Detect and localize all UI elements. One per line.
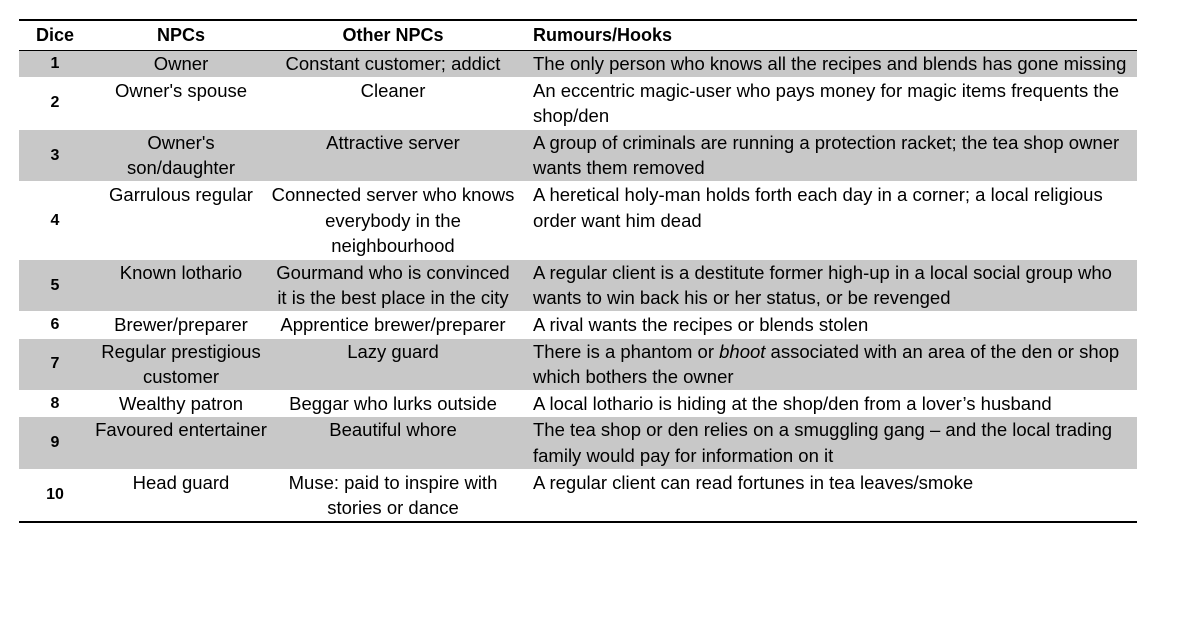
npc-cell: Favoured entertainer — [91, 417, 271, 469]
npc-cell: Head guard — [91, 469, 271, 522]
rumour-cell: The tea shop or den relies on a smuggling gang – and the local trading family would pay for information on it — [515, 417, 1137, 469]
table-row — [19, 129, 1137, 181]
rumour-cell: A regular client can read fortunes in tea leaves/smoke — [515, 469, 1137, 522]
dice-cell: 4 — [19, 181, 91, 259]
rumour-text-italic: bhoot — [719, 340, 766, 362]
other-npc-cell: Lazy guard — [271, 338, 515, 390]
dice-cell: 1 — [19, 51, 91, 78]
other-npc-cell: Beautiful whore — [271, 417, 515, 469]
npc-cell: Garrulous regular — [91, 181, 271, 259]
table-row — [19, 51, 1137, 78]
npc-cell: Owner's spouse — [91, 77, 271, 129]
npc-cell: Wealthy patron — [91, 390, 271, 417]
other-npc-cell: Gourmand who is convinced it is the best place in the city — [271, 259, 515, 311]
dice-cell: 8 — [19, 390, 91, 417]
table-row — [19, 338, 1137, 390]
rumour-text-part: associated with an area of the den or shop which bothers the owner — [533, 340, 1120, 388]
table-body — [19, 51, 1137, 522]
header-dice: Dice — [19, 20, 91, 51]
npc-table — [19, 19, 1137, 523]
other-npc-cell: Muse: paid to inspire with stories or dance — [271, 469, 515, 522]
header-row — [19, 20, 1137, 51]
npc-cell: Known lothario — [91, 259, 271, 311]
npc-cell: Regular prestigious customer — [91, 338, 271, 390]
rumour-cell — [515, 338, 1137, 390]
header-rumours-hooks: Rumours/Hooks — [515, 20, 1137, 51]
table-row — [19, 259, 1137, 311]
npc-table-container — [19, 19, 1137, 523]
rumour-cell: A regular client is a destitute former high-up in a local social group who wants to win back his or her status, or be revenged — [515, 259, 1137, 311]
table-row — [19, 469, 1137, 522]
rumour-cell: The only person who knows all the recipes and blends has gone missing — [515, 51, 1137, 78]
header-other-npcs: Other NPCs — [271, 20, 515, 51]
other-npc-cell: Connected server who knows everybody in the neighbourhood — [271, 181, 515, 259]
rumour-cell: An eccentric magic-user who pays money for magic items frequents the shop/den — [515, 77, 1137, 129]
other-npc-cell: Constant customer; addict — [271, 51, 515, 78]
rumour-cell: A local lothario is hiding at the shop/den from a lover’s husband — [515, 390, 1137, 417]
dice-cell: 3 — [19, 129, 91, 181]
header-npcs: NPCs — [91, 20, 271, 51]
rumour-cell: A heretical holy-man holds forth each day in a corner; a local religious order want him dead — [515, 181, 1137, 259]
other-npc-cell: Beggar who lurks outside — [271, 390, 515, 417]
dice-cell: 10 — [19, 469, 91, 522]
other-npc-cell: Attractive server — [271, 129, 515, 181]
table-row — [19, 390, 1137, 417]
npc-cell: Owner — [91, 51, 271, 78]
other-npc-cell: Apprentice brewer/preparer — [271, 311, 515, 338]
dice-cell: 6 — [19, 311, 91, 338]
table-row — [19, 181, 1137, 259]
rumour-text-part: There is a phantom or — [533, 340, 720, 362]
rumour-cell: A group of criminals are running a protection racket; the tea shop owner wants them removed — [515, 129, 1137, 181]
table-row — [19, 77, 1137, 129]
npc-cell: Owner's son/daughter — [91, 129, 271, 181]
table-row — [19, 417, 1137, 469]
dice-cell: 7 — [19, 338, 91, 390]
other-npc-cell: Cleaner — [271, 77, 515, 129]
rumour-cell: A rival wants the recipes or blends stolen — [515, 311, 1137, 338]
table-row — [19, 311, 1137, 338]
dice-cell: 9 — [19, 417, 91, 469]
dice-cell: 5 — [19, 259, 91, 311]
dice-cell: 2 — [19, 77, 91, 129]
table-header — [19, 20, 1137, 51]
npc-cell: Brewer/preparer — [91, 311, 271, 338]
